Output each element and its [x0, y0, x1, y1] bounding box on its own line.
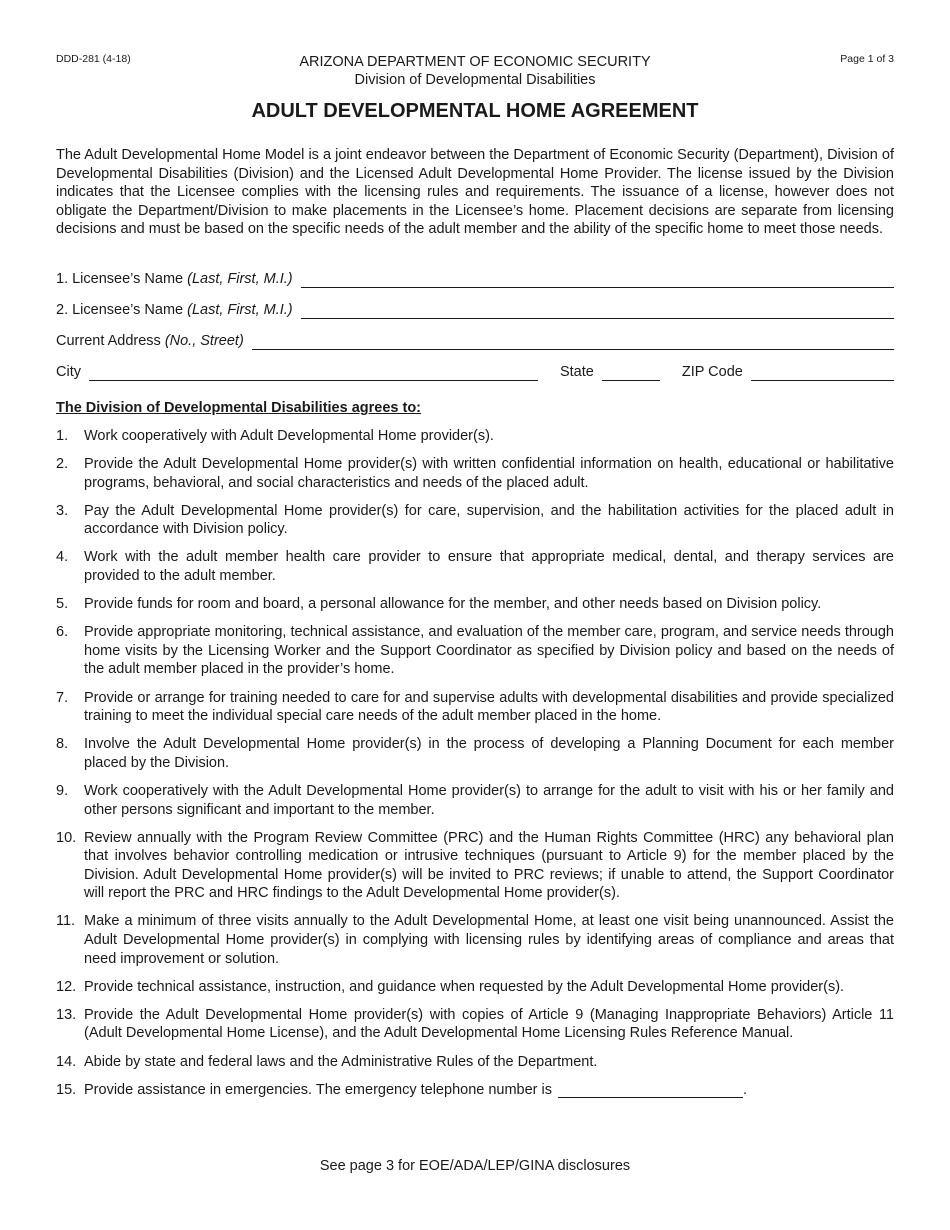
list-item: 6. Provide appropriate monitoring, technical assistance, and evaluation of the member care, program, and service needs through home visits by the Licensing Worker and the Support Coordinator as specified by Division policy and based on the needs of the adult member placed in the provider’s home.: [56, 624, 894, 678]
state-label: State: [559, 364, 594, 380]
division-name: Division of Developmental Disabilities: [354, 72, 596, 88]
licensee1-label: 1. Licensee’s Name: [56, 271, 188, 287]
licensee2-row: [56, 301, 894, 319]
document-title: ADULT DEVELOPMENTAL HOME AGREEMENT: [251, 100, 699, 122]
list-item-emergency: 15. Provide assistance in emergencies. The emergency telephone number is .: [56, 1081, 748, 1098]
licensee2-name-field[interactable]: [301, 302, 894, 319]
footer-disclosure: See page 3 for EOE/ADA/LEP/GINA disclosures: [319, 1158, 631, 1174]
agreement-list: [56, 427, 894, 1099]
licensee1-row: [56, 270, 894, 288]
list-item: 8. Involve the Adult Developmental Home provider(s) in the process of developing a Planning Document for each member placed by the Division.: [56, 736, 894, 771]
licensee1-name-field[interactable]: [301, 271, 894, 288]
licensee2-hint: (Last, First, M.I.): [187, 302, 293, 318]
list-item: 1. Work cooperatively with Adult Developmental Home provider(s).: [56, 428, 494, 444]
state-field[interactable]: [602, 364, 660, 381]
list-item: 2. Provide the Adult Developmental Home provider(s) with written confidential information on health, educational or habilitative programs, behavioral, and social characteristics and needs of the placed adult.: [56, 456, 894, 491]
list-item: 5. Provide funds for room and board, a personal allowance for the member, and other needs based on Division policy.: [56, 596, 822, 613]
city-label: City: [56, 364, 81, 380]
section-heading: The Division of Developmental Disabilities agrees to:: [56, 400, 422, 416]
city-state-zip-row: [56, 363, 894, 381]
address-hint: (No., Street): [164, 333, 244, 349]
list-item: 14. Abide by state and federal laws and the Administrative Rules of the Department.: [56, 1053, 598, 1070]
list-item: 4. Work with the adult member health care provider to ensure that appropriate medical, dental, and therapy services are provided to the adult member.: [56, 549, 894, 585]
intro-paragraph: The Adult Developmental Home Model is a joint endeavor between the Department of Economic Security (Department), Division of Developmental Disabilities (Division) and the Licensed Adult Developmental Home Provider. The license issued by the Division indicates that the Licensee complies with the licensing rules and requirements. The issuance of a license, however does not obligate the Department/Division to make placements in the Licensee’s home. Placement decisions are separate from licensing decisions and must be based on the specific needs of the adult member and the ability of the specific home to meet those needs.: [56, 147, 894, 238]
list-item: 9. Work cooperatively with the Adult Developmental Home provider(s) to arrange for the adult to visit with his or her family and other persons significant and important to the member.: [56, 782, 894, 818]
list-item: 3. Pay the Adult Developmental Home provider(s) for care, supervision, and the habilitation activities for the placed adult in accordance with Division policy.: [56, 502, 894, 538]
list-item: 11. Make a minimum of three visits annually to the Adult Developmental Home, at least one visit being unannounced. Assist the Adult Developmental Home provider(s) in complying with licensing rules by identifying areas of compliance and areas that need improvement or solution.: [56, 913, 894, 967]
zip-label: ZIP Code: [681, 364, 743, 380]
address-field[interactable]: [252, 333, 894, 350]
list-item: 13. Provide the Adult Developmental Home provider(s) with copies of Article 9 (Managing Inappropriate Behaviors) Article 11 (Adult Developmental Home License), and the Adult Developmental Home Licensing Rules Reference Manual.: [56, 1006, 894, 1042]
list-item: 10. Review annually with the Program Review Committee (PRC) and the Human Rights Committee (HRC) any behavioral plan that involves behavior controlling medication or intrusive techniques (pursuant to Article 9) for the member placed by the Division. Adult Developmental Home provider(s) will be invited to PRC reviews; if unable to attend, the Support Coordinator will report the PRC and HRC findings to the Adult Developmental Home provider(s).: [56, 829, 894, 902]
licensee1-hint: (Last, First, M.I.): [187, 271, 293, 287]
address-label: Current Address: [56, 333, 165, 349]
zip-field[interactable]: [751, 364, 894, 381]
list-item: 7. Provide or arrange for training needed to care for and supervise adults with developmental disabilities and provide specialized training to meet the individual special care needs of the adult member placed in the home.: [56, 689, 894, 725]
form-code: DDD-281 (4-18): [56, 53, 131, 65]
agency-name: ARIZONA DEPARTMENT OF ECONOMIC SECURITY: [299, 54, 651, 70]
address-row: [56, 332, 894, 350]
page-number: Page 1 of 3: [840, 53, 894, 65]
list-item: 12. Provide technical assistance, instruction, and guidance when requested by the Adult Developmental Home provider(s).: [56, 978, 845, 995]
licensee2-label: 2. Licensee’s Name: [56, 302, 188, 318]
city-field[interactable]: [89, 364, 538, 381]
emergency-phone-field[interactable]: [558, 1083, 743, 1098]
